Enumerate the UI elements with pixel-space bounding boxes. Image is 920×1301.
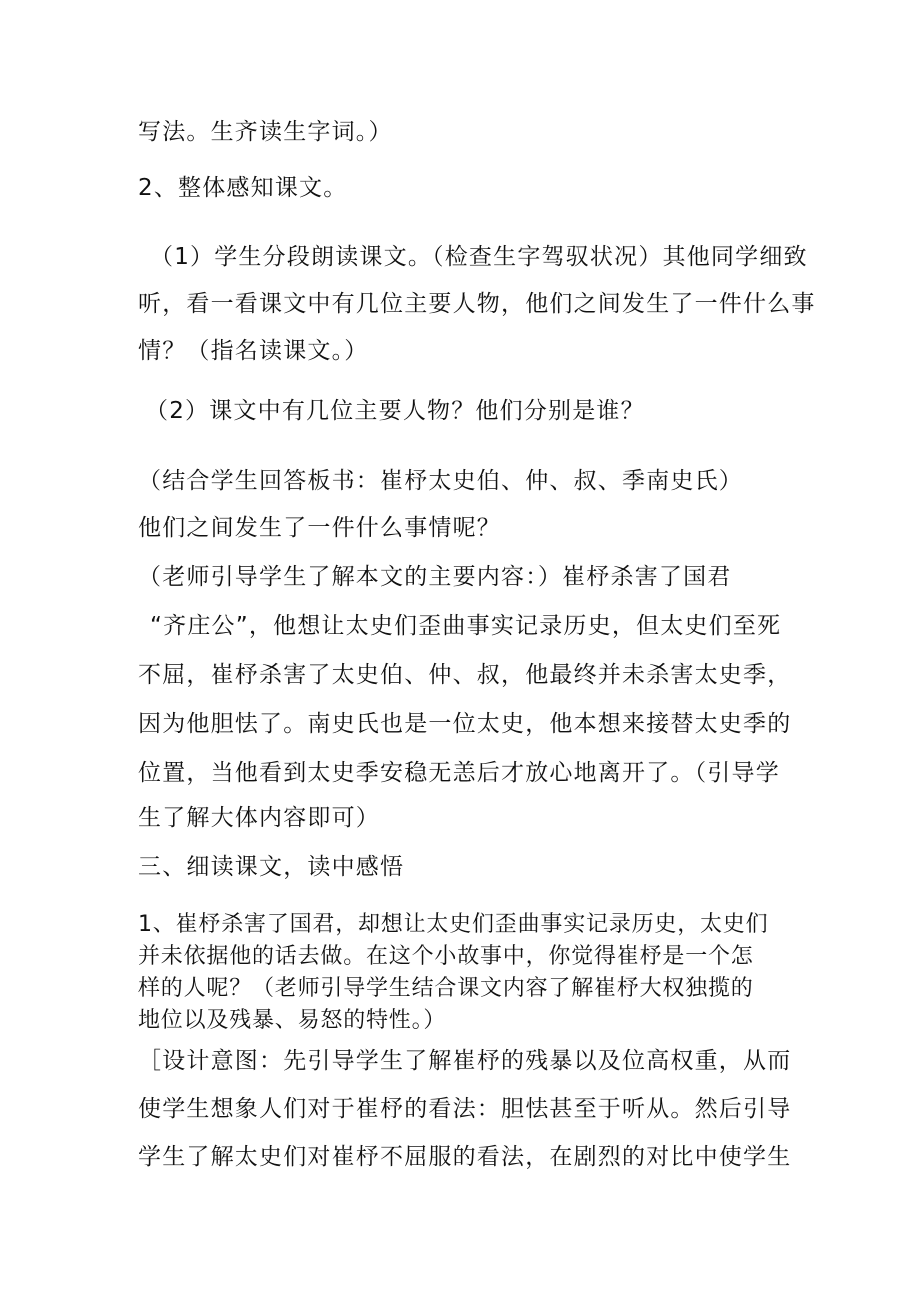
text-line-21: 使学生想象人们对于崔杼的看法：胆怯甚至于听从。然后引导 — [138, 1096, 792, 1122]
text-line-6: （2）课文中有几位主要人物？他们分别是谁？ — [145, 398, 645, 424]
text-line-13: 位置，当他看到太史季安稳无恙后才放心地离开了。（引导学 — [138, 760, 780, 786]
text-line-12: 因为他胆怯了。南史氏也是一位太史，他本想来接替太史季的 — [138, 711, 792, 737]
text-line-11: 不屈，崔杼杀害了太史伯、仲、叔，他最终并未杀害太史季， — [138, 662, 792, 688]
text-line-9: （老师引导学生了解本文的主要内容：）崔杼杀害了国君 — [138, 564, 732, 590]
text-line-8: 他们之间发生了一件什么事情呢？ — [138, 515, 501, 541]
text-line-1: 写法。生齐读生字词。） — [138, 119, 393, 145]
text-line-17: 并未依据他的话去做。在这个小故事中，你觉得崔杼是一个怎 — [138, 944, 754, 969]
text-line-7: （结合学生回答板书：崔杼太史伯、仲、叔、季南史氏） — [138, 468, 743, 494]
text-line-18: 样的人呢？（老师引导学生结合课文内容了解崔杼大权独揽的 — [138, 976, 754, 1001]
section-heading-3: 三、细读课文，读中感悟 — [138, 854, 405, 880]
section-heading-2: 2、整体感知课文。 — [138, 175, 348, 201]
text-line-19: 地位以及残暴、易怒的特性。） — [138, 1008, 447, 1033]
text-line-3: （1）学生分段朗读课文。（检查生字驾驭状况）其他同学细致 — [150, 244, 808, 270]
text-line-16: 1、崔杼杀害了国君，却想让太史们歪曲事实记录历史，太史们 — [138, 912, 769, 937]
text-line-22: 学生了解太史们对崔杼不屈服的看法，在剧烈的对比中使学生 — [138, 1144, 792, 1170]
text-line-10: “齐庄公”，他想让太史们歪曲事实记录历史，但太史们至死 — [150, 613, 782, 639]
text-line-5: 情？（指名读课文。） — [138, 338, 369, 364]
text-line-14: 生了解大体内容即可） — [138, 805, 380, 831]
text-line-20: ［设计意图：先引导学生了解崔杼的残暴以及位高权重，从而 — [138, 1048, 792, 1074]
text-line-4: 听，看一看课文中有几位主要人物，他们之间发生了一件什么事 — [138, 291, 816, 317]
